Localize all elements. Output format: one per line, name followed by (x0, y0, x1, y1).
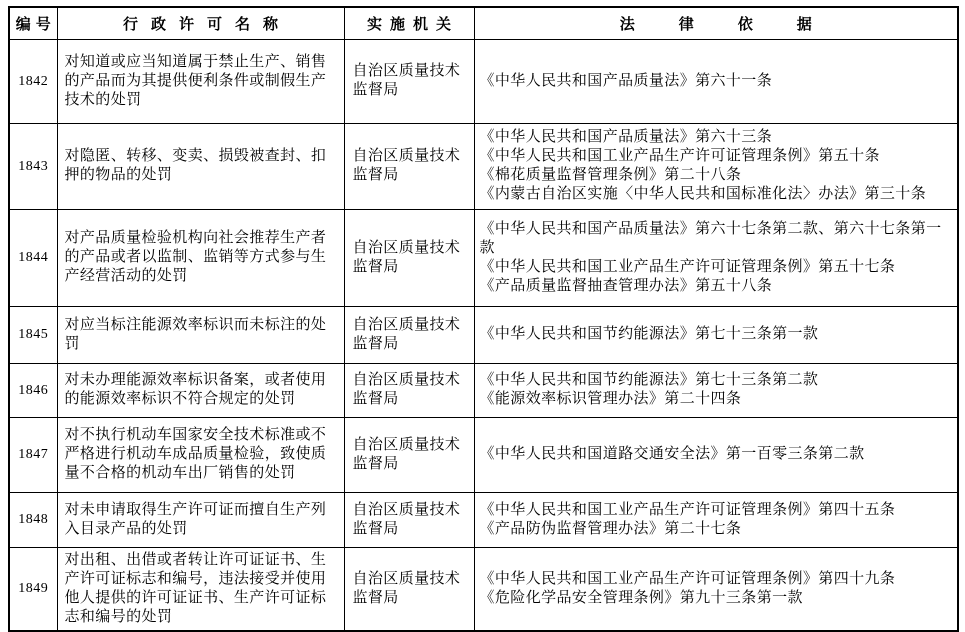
header-name: 行政许可名称 (57, 7, 344, 39)
table-row (9, 123, 958, 209)
agency-cell: 自治区质量技术监督局 (344, 306, 474, 363)
row-id-cell: 1848 (9, 492, 57, 547)
legal-basis-line: 《中华人民共和国工业产品生产许可证管理条例》第五十七条 (479, 258, 896, 275)
table-row (9, 547, 958, 631)
legal-basis-line: 《中华人民共和国工业产品生产许可证管理条例》第四十五条 (479, 501, 896, 518)
legal-basis-line: 《中华人民共和国工业产品生产许可证管理条例》第五十条 (479, 148, 880, 164)
row-id-cell: 1849 (9, 547, 57, 631)
header-agency: 实施机关 (344, 7, 474, 39)
legal-basis-line: 《危险化学品安全管理条例》第九十三条第一款 (479, 589, 803, 606)
agency-cell: 自治区质量技术监督局 (344, 209, 474, 306)
permission-name-cell: 对未申请取得生产许可证而擅自生产列入目录产品的处罚 (57, 492, 344, 547)
table-row (9, 492, 958, 547)
row-id-cell: 1842 (9, 39, 57, 123)
row-id-cell: 1844 (9, 209, 57, 306)
permission-name-cell: 对隐匿、转移、变卖、损毁被查封、扣押的物品的处罚 (57, 123, 344, 209)
legal-basis-cell (474, 492, 958, 547)
agency-cell: 自治区质量技术监督局 (344, 363, 474, 417)
legal-basis-line: 《中华人民共和国产品质量法》第六十七条第二款、第六十七条第一款 (479, 220, 942, 256)
permission-name-cell: 对产品质量检验机构向社会推荐生产者的产品或者以监制、监销等方式参与生产经营活动的处罚 (57, 209, 344, 306)
permission-name-cell: 对应当标注能源效率标识而未标注的处罚 (57, 306, 344, 363)
table-row (9, 363, 958, 417)
legal-basis-cell (474, 39, 958, 123)
legal-basis-line: 《中华人民共和国工业产品生产许可证管理条例》第四十九条 (479, 570, 896, 587)
header-legal: 法律依据 (474, 7, 958, 39)
agency-cell: 自治区质量技术监督局 (344, 492, 474, 547)
legal-basis-line: 《内蒙古自治区实施〈中华人民共和国标准化法〉办法》第三十条 (479, 186, 927, 202)
header-id: 编号 (9, 7, 57, 39)
legal-basis-cell (474, 363, 958, 417)
agency-cell: 自治区质量技术监督局 (344, 417, 474, 492)
permits-table (8, 6, 959, 632)
row-id-cell: 1845 (9, 306, 57, 363)
legal-basis-line: 《中华人民共和国产品质量法》第六十三条 (479, 129, 773, 145)
legal-basis-line: 《中华人民共和国节约能源法》第七十三条第二款 (479, 372, 819, 388)
legal-basis-line: 《中华人民共和国道路交通安全法》第一百零三条第二款 (479, 446, 865, 462)
permission-name-cell: 对知道或应当知道属于禁止生产、销售的产品而为其提供便利条件或制假生产技术的处罚 (57, 39, 344, 123)
legal-basis-line: 《中华人民共和国节约能源法》第七十三条第一款 (479, 326, 819, 342)
legal-basis-cell (474, 209, 958, 306)
row-id-cell: 1846 (9, 363, 57, 417)
legal-basis-cell (474, 123, 958, 209)
table-row (9, 417, 958, 492)
permission-name-cell: 对不执行机动车国家安全技术标准或不严格进行机动车成品质量检验，致使质量不合格的机动车出厂销售的处罚 (57, 417, 344, 492)
legal-basis-line: 《中华人民共和国产品质量法》第六十一条 (479, 72, 773, 89)
legal-basis-line: 《能源效率标识管理办法》第二十四条 (479, 391, 742, 407)
agency-cell: 自治区质量技术监督局 (344, 123, 474, 209)
legal-basis-cell (474, 417, 958, 492)
legal-basis-cell (474, 547, 958, 631)
legal-basis-line: 《产品质量监督抽查管理办法》第五十八条 (479, 277, 773, 294)
agency-cell: 自治区质量技术监督局 (344, 39, 474, 123)
table-row (9, 209, 958, 306)
table-row (9, 39, 958, 123)
legal-basis-line: 《产品防伪监督管理办法》第二十七条 (479, 520, 742, 537)
legal-basis-line: 《棉花质量监督管理条例》第二十八条 (479, 167, 742, 183)
agency-cell: 自治区质量技术监督局 (344, 547, 474, 631)
row-id-cell: 1847 (9, 417, 57, 492)
header-row (9, 7, 958, 39)
table-row (9, 306, 958, 363)
legal-basis-cell (474, 306, 958, 363)
row-id-cell: 1843 (9, 123, 57, 209)
permission-name-cell: 对未办理能源效率标识备案，或者使用的能源效率标识不符合规定的处罚 (57, 363, 344, 417)
permission-name-cell: 对出租、出借或者转让许可证证书、生产许可证标志和编号，违法接受并使用他人提供的许可证证书、生产许可证标志和编号的处罚 (57, 547, 344, 631)
